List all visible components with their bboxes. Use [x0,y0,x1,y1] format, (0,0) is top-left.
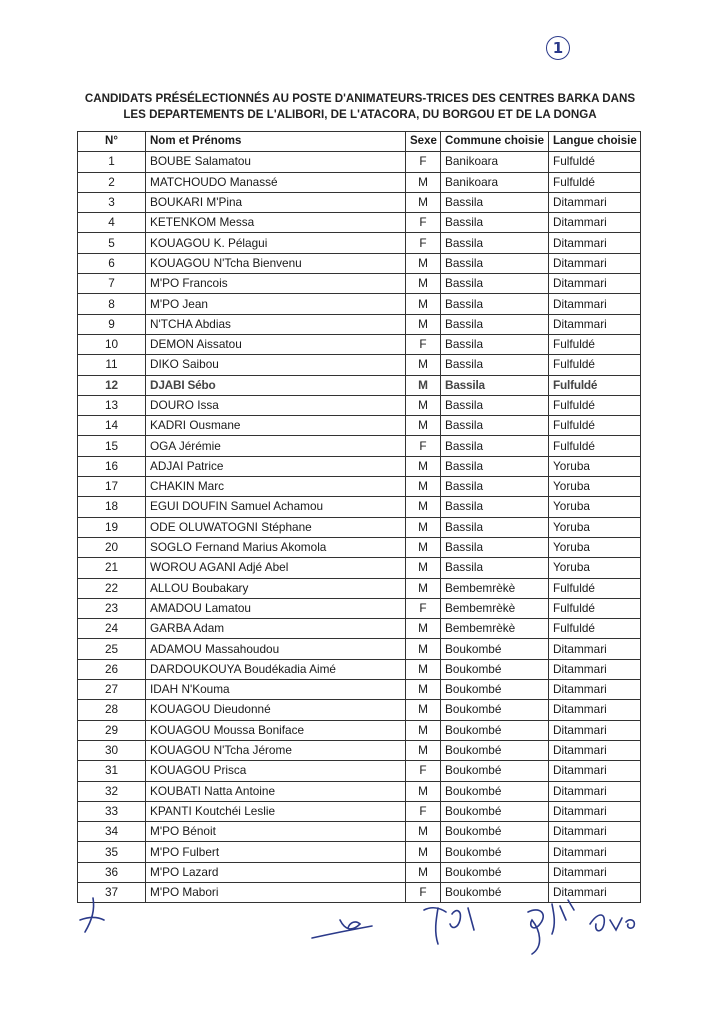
cell-commune: Boukombé [441,801,549,821]
cell-commune: Boukombé [441,842,549,862]
cell-commune: Boukombé [441,781,549,801]
cell-sex: F [406,761,441,781]
cell-sex: M [406,822,441,842]
cell-commune: Bassila [441,233,549,253]
cell-sex: M [406,456,441,476]
cell-number: 11 [78,355,146,375]
cell-name: GARBA Adam [146,619,406,639]
cell-number: 27 [78,680,146,700]
table-row [78,456,641,476]
cell-commune: Boukombé [441,882,549,902]
cell-number: 22 [78,578,146,598]
cell-language: Ditammari [549,253,641,273]
table-row [78,537,641,557]
cell-number: 16 [78,456,146,476]
cell-number: 18 [78,497,146,517]
cell-sex: M [406,537,441,557]
candidates-table [77,131,641,903]
cell-number: 15 [78,436,146,456]
cell-sex: M [406,355,441,375]
cell-name: DIKO Saibou [146,355,406,375]
cell-name: KADRI Ousmane [146,416,406,436]
header-name: Nom et Prénoms [146,132,406,152]
cell-commune: Bassila [441,334,549,354]
cell-language: Yoruba [549,477,641,497]
cell-name: OGA Jérémie [146,436,406,456]
table-row [78,720,641,740]
cell-sex: F [406,882,441,902]
cell-name: DOURO Issa [146,395,406,415]
cell-number: 13 [78,395,146,415]
cell-name: M'PO Francois [146,274,406,294]
cell-name: KOUAGOU N'Tcha Jérome [146,740,406,760]
cell-name: WOROU AGANI Adjé Abel [146,558,406,578]
cell-name: ODE OLUWATOGNI Stéphane [146,517,406,537]
cell-sex: F [406,436,441,456]
cell-language: Ditammari [549,213,641,233]
table-header-row [78,132,641,152]
cell-name: N'TCHA Abdias [146,314,406,334]
cell-sex: M [406,659,441,679]
table-row [78,517,641,537]
table-row [78,477,641,497]
cell-commune: Boukombé [441,740,549,760]
cell-commune: Bassila [441,497,549,517]
cell-sex: M [406,842,441,862]
cell-sex: M [406,416,441,436]
table-row [78,233,641,253]
cell-number: 29 [78,720,146,740]
table-row [78,253,641,273]
cell-commune: Bassila [441,558,549,578]
cell-sex: F [406,213,441,233]
cell-language: Ditammari [549,233,641,253]
cell-number: 4 [78,213,146,233]
cell-language: Ditammari [549,294,641,314]
document-title [60,91,660,123]
cell-sex: M [406,395,441,415]
cell-sex: M [406,700,441,720]
cell-language: Ditammari [549,761,641,781]
cell-number: 23 [78,598,146,618]
cell-name: ADJAI Patrice [146,456,406,476]
cell-language: Fulfuldé [549,334,641,354]
cell-name: DEMON Aissatou [146,334,406,354]
header-sex: Sexe [406,132,441,152]
title-line-1: CANDIDATS PRÉSÉLECTIONNÉS AU POSTE D'ANIMATEURS-TRICES DES CENTRES BARKA DANS [84,92,636,105]
cell-name: CHAKIN Marc [146,477,406,497]
header-number: N° [78,132,146,152]
cell-sex: M [406,781,441,801]
title-line-2: LES DEPARTEMENTS DE L'ALIBORI, DE L'ATACORA, DU BORGOU ET DE LA DONGA [123,108,597,121]
cell-language: Ditammari [549,862,641,882]
cell-number: 32 [78,781,146,801]
signature-mark-5 [590,915,634,931]
cell-sex: F [406,334,441,354]
cell-language: Fulfuldé [549,619,641,639]
cell-language: Fulfuldé [549,355,641,375]
cell-number: 6 [78,253,146,273]
table-row [78,639,641,659]
cell-language: Ditammari [549,314,641,334]
table-row [78,558,641,578]
cell-language: Ditammari [549,192,641,212]
cell-sex: M [406,274,441,294]
cell-number: 17 [78,477,146,497]
cell-number: 3 [78,192,146,212]
signature-mark-4 [528,900,574,954]
table-row [78,659,641,679]
cell-commune: Bembemrèkè [441,578,549,598]
cell-commune: Bassila [441,456,549,476]
cell-sex: F [406,801,441,821]
cell-commune: Boukombé [441,822,549,842]
cell-number: 7 [78,274,146,294]
table-row [78,395,641,415]
cell-number: 5 [78,233,146,253]
cell-language: Fulfuldé [549,375,641,395]
cell-number: 33 [78,801,146,821]
cell-sex: M [406,740,441,760]
table-row [78,314,641,334]
cell-name: IDAH N'Kouma [146,680,406,700]
cell-commune: Bassila [441,355,549,375]
cell-name: M'PO Bénoit [146,822,406,842]
table-row [78,801,641,821]
cell-language: Fulfuldé [549,172,641,192]
cell-number: 20 [78,537,146,557]
table-row [78,842,641,862]
cell-name: DJABI Sébo [146,375,406,395]
table-row [78,416,641,436]
cell-commune: Boukombé [441,639,549,659]
cell-sex: M [406,294,441,314]
cell-language: Ditammari [549,842,641,862]
cell-name: AMADOU Lamatou [146,598,406,618]
cell-commune: Bassila [441,395,549,415]
cell-name: KOUAGOU Prisca [146,761,406,781]
table-row [78,355,641,375]
cell-sex: M [406,578,441,598]
cell-number: 9 [78,314,146,334]
cell-sex: M [406,558,441,578]
table-row [78,294,641,314]
cell-sex: M [406,314,441,334]
cell-number: 28 [78,700,146,720]
cell-language: Fulfuldé [549,436,641,456]
cell-commune: Bembemrèkè [441,619,549,639]
cell-language: Yoruba [549,558,641,578]
cell-number: 10 [78,334,146,354]
cell-number: 14 [78,416,146,436]
cell-commune: Bassila [441,192,549,212]
table-row [78,436,641,456]
cell-name: KOUAGOU Moussa Boniface [146,720,406,740]
cell-commune: Boukombé [441,862,549,882]
cell-sex: M [406,862,441,882]
cell-commune: Bassila [441,517,549,537]
cell-name: M'PO Jean [146,294,406,314]
cell-name: KOUAGOU Dieudonné [146,700,406,720]
cell-sex: F [406,598,441,618]
header-commune: Commune choisie [441,132,549,152]
cell-name: KOUAGOU K. Pélagui [146,233,406,253]
cell-commune: Bassila [441,274,549,294]
cell-language: Ditammari [549,700,641,720]
cell-sex: F [406,152,441,172]
cell-name: DARDOUKOUYA Boudékadia Aimé [146,659,406,679]
cell-name: SOGLO Fernand Marius Akomola [146,537,406,557]
table-row [78,619,641,639]
cell-language: Fulfuldé [549,152,641,172]
table-row [78,172,641,192]
cell-name: ADAMOU Massahoudou [146,639,406,659]
table-row [78,781,641,801]
cell-name: BOUKARI M'Pina [146,192,406,212]
cell-number: 26 [78,659,146,679]
cell-commune: Boukombé [441,761,549,781]
cell-number: 24 [78,619,146,639]
cell-number: 19 [78,517,146,537]
table-row [78,375,641,395]
cell-number: 34 [78,822,146,842]
table-row [78,700,641,720]
cell-language: Ditammari [549,639,641,659]
table-body [78,152,641,903]
table-row [78,680,641,700]
cell-language: Fulfuldé [549,598,641,618]
table-row [78,192,641,212]
cell-language: Ditammari [549,740,641,760]
cell-language: Ditammari [549,822,641,842]
cell-number: 35 [78,842,146,862]
cell-number: 12 [78,375,146,395]
table-row [78,598,641,618]
cell-language: Yoruba [549,497,641,517]
table-row [78,740,641,760]
cell-number: 36 [78,862,146,882]
cell-commune: Banikoara [441,152,549,172]
cell-number: 30 [78,740,146,760]
cell-number: 2 [78,172,146,192]
cell-commune: Bassila [441,294,549,314]
cell-language: Ditammari [549,720,641,740]
cell-sex: M [406,477,441,497]
cell-name: M'PO Lazard [146,862,406,882]
cell-number: 8 [78,294,146,314]
cell-sex: M [406,517,441,537]
cell-number: 37 [78,882,146,902]
cell-sex: F [406,233,441,253]
table-row [78,822,641,842]
cell-commune: Bassila [441,314,549,334]
cell-commune: Boukombé [441,720,549,740]
cell-sex: M [406,253,441,273]
cell-language: Ditammari [549,680,641,700]
cell-number: 21 [78,558,146,578]
cell-language: Yoruba [549,517,641,537]
cell-language: Ditammari [549,781,641,801]
cell-number: 1 [78,152,146,172]
table-row [78,862,641,882]
cell-commune: Bassila [441,375,549,395]
cell-name: EGUI DOUFIN Samuel Achamou [146,497,406,517]
cell-name: KPANTI Koutchéi Leslie [146,801,406,821]
cell-sex: M [406,619,441,639]
cell-commune: Bassila [441,436,549,456]
signature-mark-1 [80,898,104,932]
cell-sex: M [406,680,441,700]
table-row [78,497,641,517]
cell-language: Yoruba [549,456,641,476]
cell-commune: Boukombé [441,680,549,700]
cell-name: KOUBATI Natta Antoine [146,781,406,801]
cell-language: Fulfuldé [549,578,641,598]
cell-commune: Bassila [441,537,549,557]
cell-name: KOUAGOU N'Tcha Bienvenu [146,253,406,273]
cell-commune: Bassila [441,253,549,273]
table-row [78,274,641,294]
table-row [78,213,641,233]
cell-name: MATCHOUDO Manassé [146,172,406,192]
cell-commune: Bassila [441,477,549,497]
cell-language: Fulfuldé [549,395,641,415]
cell-name: M'PO Fulbert [146,842,406,862]
cell-commune: Boukombé [441,659,549,679]
cell-language: Fulfuldé [549,416,641,436]
cell-name: KETENKOM Messa [146,213,406,233]
cell-name: ALLOU Boubakary [146,578,406,598]
cell-language: Ditammari [549,274,641,294]
cell-sex: M [406,639,441,659]
cell-commune: Boukombé [441,700,549,720]
cell-commune: Banikoara [441,172,549,192]
cell-sex: M [406,375,441,395]
cell-number: 31 [78,761,146,781]
cell-name: M'PO Mabori [146,882,406,902]
table-row [78,334,641,354]
cell-language: Ditammari [549,659,641,679]
table-row [78,761,641,781]
signature-mark-3 [424,908,474,944]
cell-sex: M [406,497,441,517]
page-number: 1 [546,36,570,60]
cell-language: Ditammari [549,882,641,902]
signature-mark-2 [312,920,372,938]
cell-commune: Bassila [441,416,549,436]
cell-sex: M [406,720,441,740]
header-language: Langue choisie [549,132,641,152]
cell-sex: M [406,172,441,192]
cell-number: 25 [78,639,146,659]
table-row [78,578,641,598]
table-row [78,152,641,172]
cell-commune: Bembemrèkè [441,598,549,618]
cell-name: BOUBE Salamatou [146,152,406,172]
cell-language: Ditammari [549,801,641,821]
signatures-area [0,890,720,980]
cell-commune: Bassila [441,213,549,233]
cell-sex: M [406,192,441,212]
cell-language: Yoruba [549,537,641,557]
